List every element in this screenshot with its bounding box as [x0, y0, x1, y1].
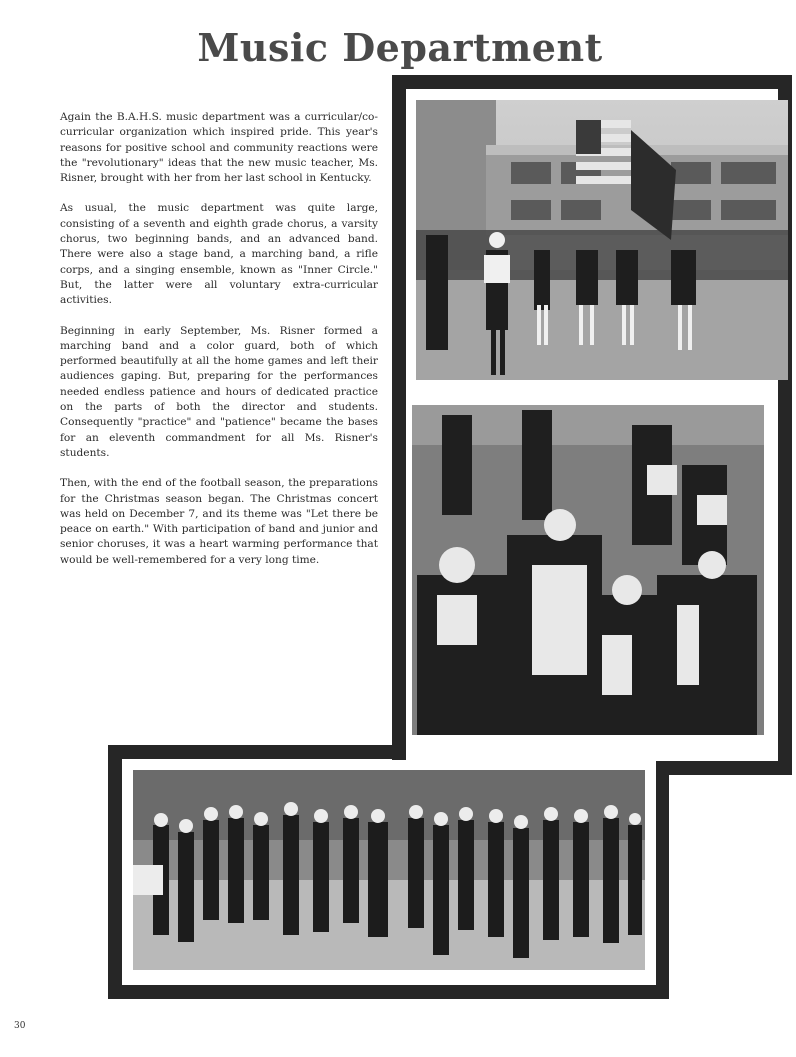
article-paragraph: Then, with the end of the football season, the preparations for the Christmas season began. The Christmas concert was held on December 7, and its theme was "Let there be peace on earth." With participation of band and junior and senior choruses, it was a heart warming performance that would be well-remembered for a very long time. — [60, 477, 378, 566]
article-body — [60, 110, 378, 583]
photo-frame-bottom-right-bar — [656, 761, 669, 999]
page-number: 30 — [14, 1021, 26, 1031]
photo-frame-bottom-top-bar — [112, 745, 406, 759]
photo-color-guard — [416, 100, 788, 380]
photo-frame-top-left-bar — [392, 75, 406, 760]
article-paragraph: Beginning in early September, Ms. Risner formed a marching band and a color guard, both of which performed beautifully at all the home games and left their audiences gaping. But, preparing for the performances needed endless patience and hours of dedicated practice on the parts of both the director and students. Consequently "practice" and "patience" became the bases for an eleventh commandment for all Ms. Risner's students. — [60, 324, 378, 459]
photo-frame-notch-bottom-bar — [656, 761, 792, 775]
photo-frame-bottom-bottom-bar — [108, 985, 668, 999]
photo-frame-top-bar — [392, 75, 792, 89]
photo-marching-band-lineup — [133, 770, 645, 970]
page-title: Music Department — [197, 25, 603, 70]
article-paragraph: As usual, the music department was quite large, consisting of a seventh and eighth grade chorus, a varsity chorus, two beginning bands, and an advanced band. There were also a stage band, a marching band, a rifle corps, and a singing ensemble, known as "Inner Circle." But, the latter were all voluntary extra-curricular activities. — [60, 202, 378, 307]
photo-marching-band-closeup — [412, 405, 764, 735]
article-paragraph: Again the B.A.H.S. music department was a curricular/co-curricular organization which inspired pride. This year's reasons for positive school and community reactions were the "revolutionary" ideas that the new music teacher, Ms. Risner, brought with her from her last school in Kentucky. — [60, 111, 378, 185]
photo-frame-bottom-left-bar — [108, 745, 122, 998]
